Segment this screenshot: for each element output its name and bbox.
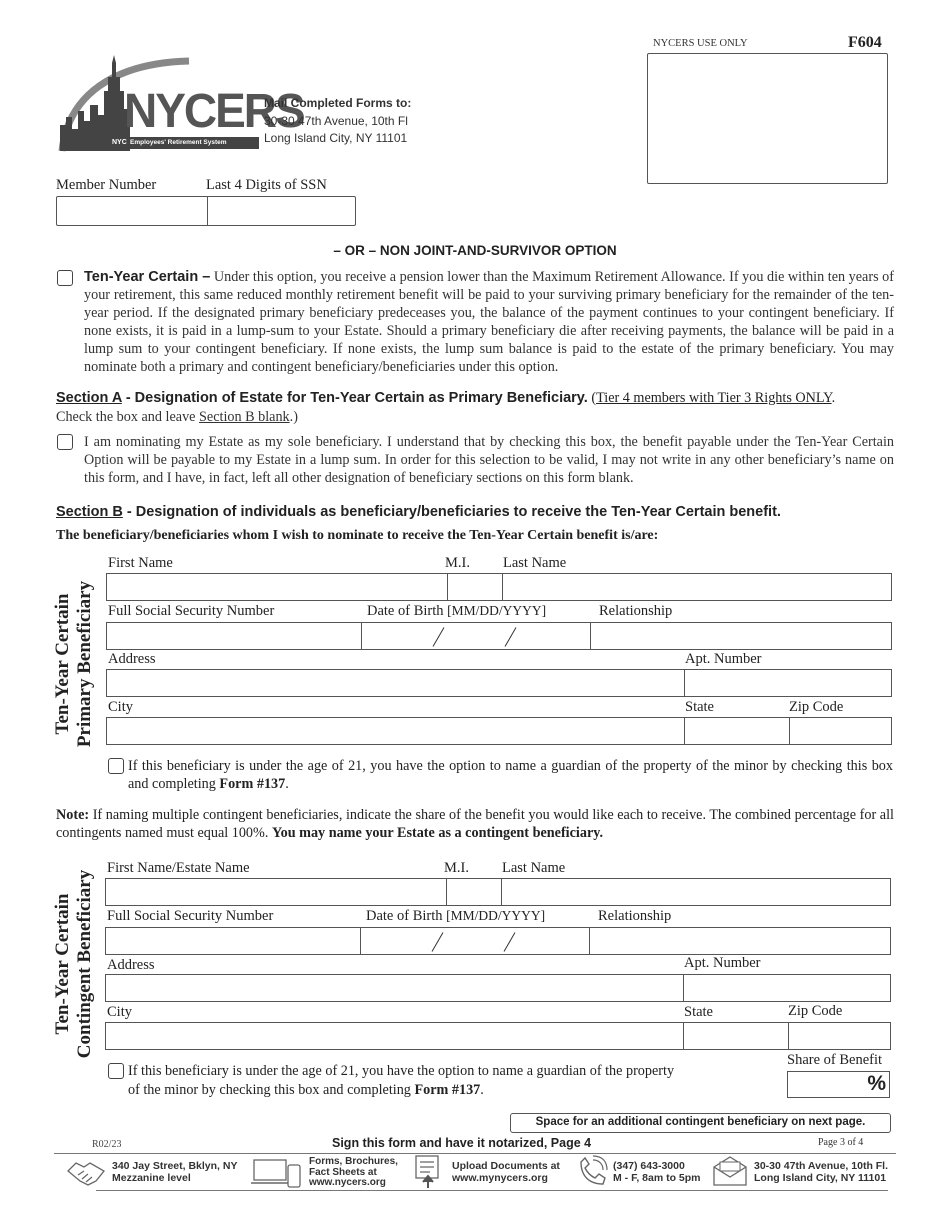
contingent-dob-format: [MM/DD/YYYY] [446, 908, 546, 923]
mail-title: Mail Completed Forms to: [264, 96, 412, 110]
date-separator [432, 932, 444, 952]
primary-relationship-field[interactable] [591, 623, 891, 649]
additional-beneficiary-note [510, 1113, 891, 1133]
section-a-line2-pre: Check the box and leave [56, 409, 200, 425]
primary-address-row [106, 669, 892, 697]
footer-phone-line1: (347) 643-3000 [613, 1160, 685, 1172]
section-a-tier: Tier 4 members with Tier 3 Rights ONLY [596, 390, 832, 406]
primary-guardian-post: . [285, 776, 289, 792]
contingent-state-field[interactable] [684, 1023, 788, 1049]
contingent-guardian-checkbox[interactable] [108, 1063, 124, 1079]
section-a-instructions [56, 408, 298, 427]
footer-phone [613, 1160, 701, 1184]
footer-top-rule [54, 1153, 896, 1154]
contingent-name-row [105, 878, 891, 906]
contingent-first-name-field[interactable] [106, 879, 446, 905]
mail-address-line1: 30-30 47th Avenue, 10th Fl [264, 114, 408, 128]
contingent-dob-field[interactable] [361, 928, 589, 954]
percent-sign: % [867, 1072, 886, 1095]
upload-icon [413, 1154, 443, 1190]
primary-first-name-field[interactable] [107, 574, 447, 600]
footer-forms-line2: Fact Sheets at [309, 1166, 377, 1178]
contingent-mi-label: M.I. [444, 860, 469, 876]
primary-dob-field[interactable] [362, 623, 590, 649]
ssn-last4-label: Last 4 Digits of SSN [206, 177, 327, 193]
primary-address-label: Address [108, 651, 156, 667]
contingent-first-name-label: First Name/Estate Name [107, 860, 250, 876]
contingent-address-label: Address [107, 957, 155, 973]
contingent-address-field[interactable] [106, 975, 683, 1001]
footer-walkin-line2: Mezzanine level [112, 1172, 191, 1184]
note-paragraph [56, 806, 894, 842]
primary-first-name-label: First Name [108, 555, 173, 571]
primary-guardian-pre: If this beneficiary is under the age of 21, you have the option to name a guardian of the property of the minor by checking this box and completing [128, 758, 893, 792]
devices-icon [250, 1157, 302, 1189]
note-bold: You may name your Estate as a contingent beneficiary. [271, 825, 604, 841]
logo-subtitle: Employees' Retirement System [130, 139, 227, 146]
primary-mi-field[interactable] [448, 574, 502, 600]
contingent-last-name-label: Last Name [502, 860, 566, 876]
sign-instructions: Sign this form and have it notarized, Page 4 [332, 1136, 592, 1150]
option-heading: – OR – NON JOINT-AND-SURVIVOR OPTION [333, 243, 617, 258]
contingent-side-label [52, 866, 100, 1062]
primary-dob-label [367, 603, 546, 620]
contingent-city-label: City [107, 1004, 132, 1020]
page-number: Page 3 of 4 [818, 1137, 864, 1148]
section-a-section-b-ref: Section B blank [199, 409, 290, 425]
contingent-id-row [105, 927, 891, 955]
primary-relationship-label: Relationship [599, 603, 673, 619]
contingent-side-line2: Contingent Beneficiary [74, 869, 95, 1059]
primary-zip-label: Zip Code [789, 699, 844, 715]
section-a-label: Section A [56, 390, 122, 406]
contingent-side-line1: Ten-Year Certain [52, 893, 73, 1035]
phone-icon [575, 1154, 609, 1188]
form-code: F604 [848, 34, 882, 51]
note-label: Note: [56, 807, 90, 823]
contingent-mi-field[interactable] [447, 879, 501, 905]
section-b-subheading: The beneficiary/beneficiaries whom I wish to nominate to receive the Ten-Year Certain benefit is/are: [56, 528, 659, 543]
contingent-relationship-label: Relationship [598, 908, 672, 924]
footer-mail-line1: 30-30 47th Avenue, 10th Fl. [754, 1160, 889, 1172]
section-a-after-tier: . [831, 390, 836, 406]
primary-address-field[interactable] [107, 670, 684, 696]
primary-ssn-field[interactable] [107, 623, 361, 649]
section-a-paren: ( [587, 390, 597, 406]
primary-ssn-label: Full Social Security Number [108, 603, 275, 619]
nycers-use-only-box [647, 53, 888, 184]
contingent-ssn-label: Full Social Security Number [107, 908, 274, 924]
primary-side-line1: Ten-Year Certain [52, 593, 73, 735]
contingent-guardian-line1: If this beneficiary is under the age of 21, you have the option to name a guardian of the property [128, 1063, 675, 1079]
mail-address-line2: Long Island City, NY 11101 [264, 131, 408, 145]
date-separator [433, 627, 445, 647]
primary-side-label [52, 574, 100, 754]
contingent-zip-field[interactable] [789, 1023, 890, 1049]
section-b-heading [56, 503, 781, 521]
footer-forms-line1: Forms, Brochures, [309, 1156, 398, 1167]
primary-guardian-checkbox[interactable] [108, 758, 124, 774]
primary-name-row [106, 573, 892, 601]
nycers-logo [54, 55, 304, 155]
primary-city-row [106, 717, 892, 745]
footer-forms [309, 1157, 398, 1189]
contingent-apt-field[interactable] [684, 975, 890, 1001]
contingent-guardian-line2-pre: of the minor by checking this box and completing [128, 1082, 415, 1098]
section-b-title: - Designation of individuals as beneficiary/beneficiaries to receive the Ten-Year Certain benefit. [122, 504, 781, 520]
option-description [84, 268, 894, 376]
ssn-last4-field[interactable] [208, 197, 355, 225]
contingent-city-row [105, 1022, 891, 1050]
contingent-address-row [105, 974, 891, 1002]
primary-mi-label: M.I. [445, 555, 470, 571]
primary-zip-field[interactable] [790, 718, 891, 744]
contingent-ssn-field[interactable] [106, 928, 360, 954]
member-number-label: Member Number [56, 177, 157, 193]
primary-dob-text: Date of Birth [367, 603, 444, 619]
contingent-zip-label: Zip Code [788, 1003, 843, 1019]
footer-mail [754, 1160, 888, 1184]
contingent-apt-label: Apt. Number [684, 955, 761, 971]
revision-label: R02/23 [92, 1139, 122, 1150]
footer-walkin [112, 1160, 237, 1184]
primary-id-row [106, 622, 892, 650]
primary-city-field[interactable] [107, 718, 684, 744]
section-b-label: Section B [56, 504, 123, 520]
primary-last-name-field[interactable] [503, 574, 891, 600]
additional-beneficiary-text: Space for an additional contingent beneficiary on next page. [535, 1116, 866, 1128]
contingent-guardian-form: Form #137 [414, 1082, 481, 1098]
contingent-last-name-field[interactable] [502, 879, 890, 905]
section-a-line2-post: .) [289, 409, 298, 425]
footer-forms-line3: www.nycers.org [309, 1177, 386, 1188]
date-separator [504, 932, 516, 952]
primary-side-line2: Primary Beneficiary [74, 580, 95, 748]
contingent-dob-label [366, 908, 545, 925]
primary-dob-format: [MM/DD/YYYY] [447, 603, 547, 618]
date-separator [505, 627, 517, 647]
contingent-guardian-line2 [128, 1081, 674, 1100]
member-number-field[interactable] [57, 197, 207, 225]
primary-guardian-text [128, 757, 893, 793]
primary-city-label: City [108, 699, 133, 715]
contingent-dob-text: Date of Birth [366, 908, 443, 924]
footer-upload-line2: www.mynycers.org [452, 1172, 548, 1184]
handshake-icon [66, 1157, 106, 1187]
envelope-icon [712, 1155, 748, 1187]
ten-year-certain-checkbox[interactable] [57, 270, 73, 286]
primary-apt-label: Apt. Number [685, 651, 762, 667]
primary-last-name-label: Last Name [503, 555, 567, 571]
estate-sole-beneficiary-checkbox[interactable] [57, 434, 73, 450]
footer-phone-line2: M - F, 8am to 5pm [613, 1172, 701, 1184]
option-text: Under this option, you receive a pension lower than the Maximum Retirement Allowance. If you die within ten years of your retirement, this same reduced monthly retirement benefit will be paid to your surviving primary beneficiary for the remainder of the ten-year period. If the designated primary beneficiary predeceases you, the balance of the payment continues to your contingent beneficiary. If none exists, it is paid in a lump-sum to your Estate. Should a primary beneficiary die after receiving payments, the balance will be paid in a lump sum to your contingent beneficiary. If none exists, the lump sum balance is paid to the estate of the primary beneficiary. You may nominate both a primary and contingent beneficiary/beneficiaries under this option. [84, 269, 894, 375]
primary-guardian-form: Form #137 [219, 776, 286, 792]
primary-state-label: State [685, 699, 714, 715]
primary-state-field[interactable] [685, 718, 789, 744]
footer-bottom-rule [96, 1190, 888, 1191]
share-of-benefit-label: Share of Benefit [787, 1052, 883, 1068]
option-title: Ten-Year Certain – [84, 269, 211, 285]
contingent-guardian-post: . [480, 1082, 484, 1098]
nycers-use-only-label: NYCERS USE ONLY [653, 38, 748, 49]
contingent-city-field[interactable] [106, 1023, 683, 1049]
footer-walkin-line1: 340 Jay Street, Bklyn, NY [112, 1160, 238, 1172]
member-id-box [56, 196, 356, 226]
estate-checkbox-text: I am nominating my Estate as my sole beneficiary. I understand that by checking this box, the benefit payable under the Ten-Year Certain Option will be payable to my Estate in a lump sum. In order for this selection to be valid, I may not write in any other beneficiary’s name on this form, and I have, in fact, left all other designation of beneficiary sections on this form blank. [84, 434, 894, 486]
section-a-heading [56, 389, 896, 408]
primary-apt-field[interactable] [685, 670, 891, 696]
contingent-relationship-field[interactable] [590, 928, 890, 954]
share-of-benefit-field[interactable] [787, 1071, 890, 1098]
logo-nyc: NYC [112, 139, 127, 146]
footer-upload [452, 1160, 560, 1184]
logo-text: NYCERS [124, 82, 304, 138]
footer-upload-line1: Upload Documents at [452, 1160, 560, 1172]
note-text: If naming multiple contingent beneficiaries, indicate the share of the benefit you would like each to receive. The combined percentage for all contingents named must equal 100%. [56, 807, 894, 841]
footer-mail-line2: Long Island City, NY 11101 [754, 1172, 887, 1184]
contingent-guardian-text [128, 1062, 674, 1100]
section-a-title: - Designation of Estate for Ten-Year Certain as Primary Beneficiary. [121, 390, 588, 406]
contingent-state-label: State [684, 1004, 713, 1020]
